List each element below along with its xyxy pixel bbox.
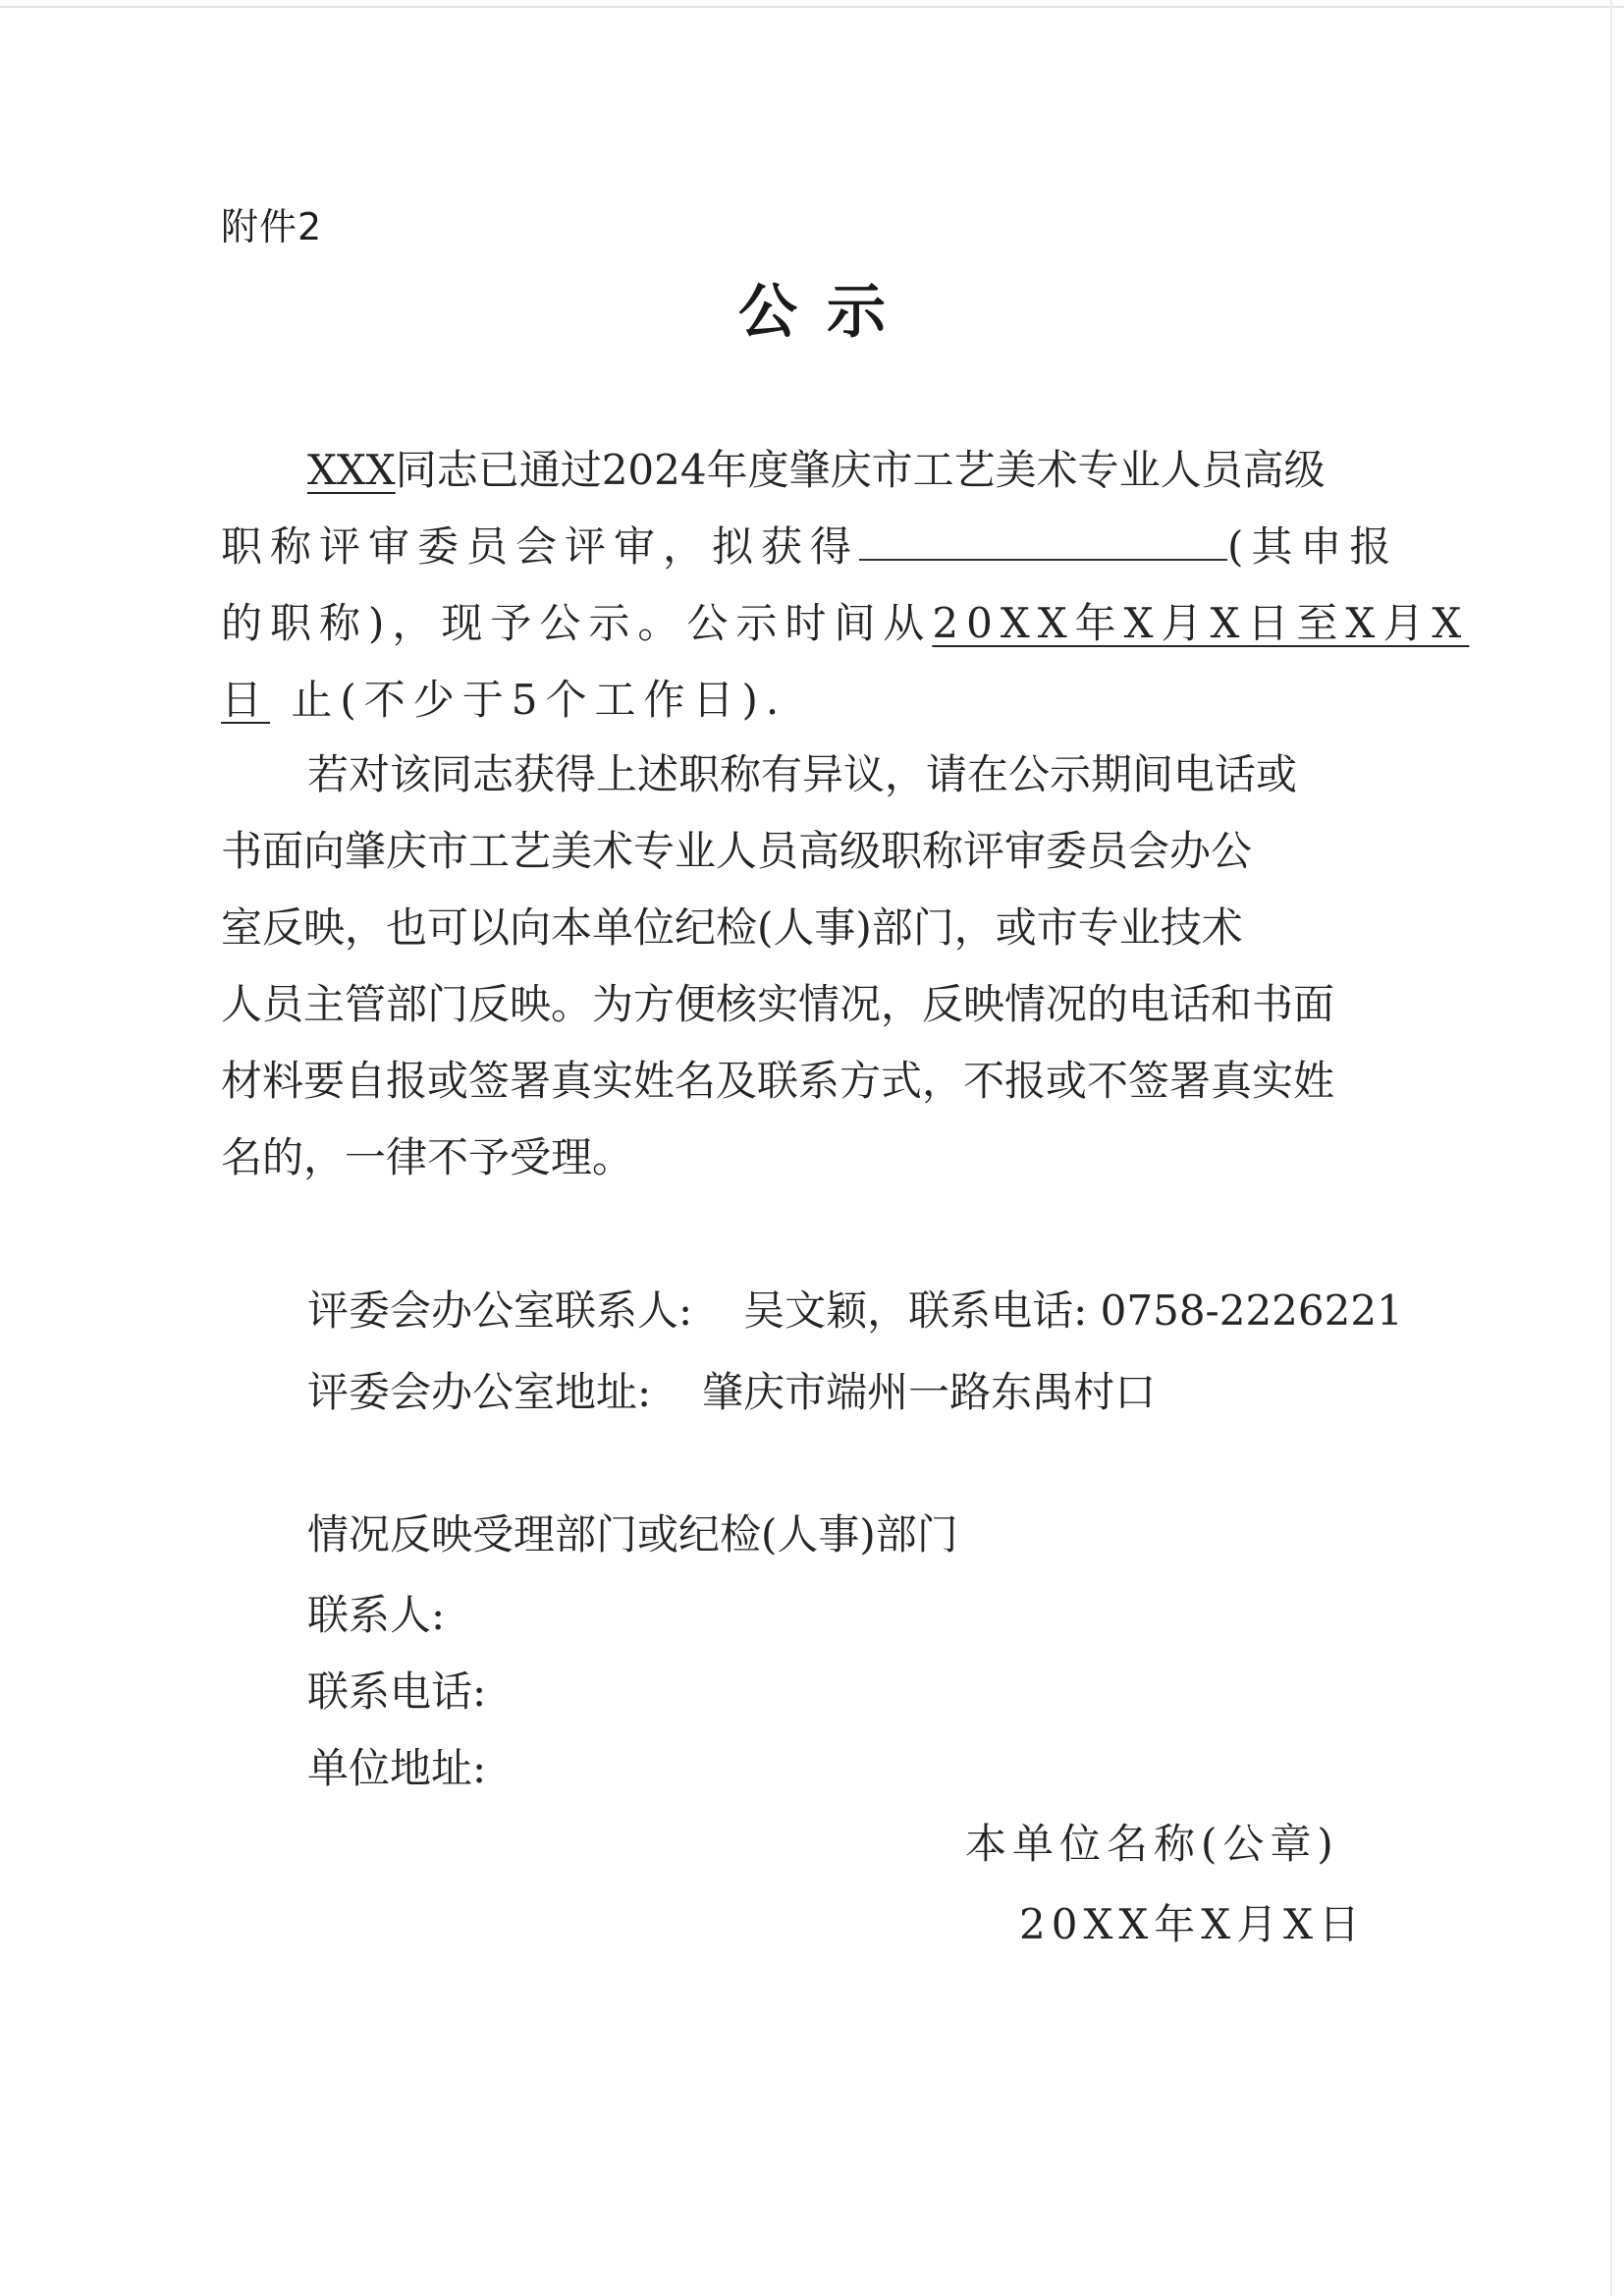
department-address-label: 单位地址: bbox=[307, 1744, 487, 1792]
committee-address-label: 评委会办公室地址: bbox=[307, 1368, 652, 1416]
candidate-name: XXX bbox=[307, 446, 396, 494]
para1-line3 bbox=[221, 585, 1470, 662]
organization-seal-label: 本单位名称(公章) bbox=[965, 1820, 1339, 1868]
committee-contact-label: 评委会办公室联系人: bbox=[307, 1286, 693, 1335]
committee-address-value: 肇庆市端州一路东禺村口 bbox=[702, 1368, 1157, 1416]
para2-line: 若对该同志获得上述职称有异议，请在公示期间电话或 bbox=[307, 750, 1298, 798]
para2-line: 人员主管部门反映。为方便核实情况，反映情况的电话和书面 bbox=[221, 980, 1335, 1028]
committee-contact-row bbox=[307, 1279, 1403, 1338]
para1-line2-end: (其申报 bbox=[1227, 522, 1399, 571]
para2-line: 书面向肇庆市工艺美术专业人员高级职称评审委员会办公 bbox=[221, 827, 1253, 875]
committee-address-row bbox=[307, 1360, 1156, 1419]
department-heading: 情况反映受理部门或纪检(人事)部门 bbox=[307, 1510, 958, 1558]
scan-edge-top bbox=[0, 6, 1624, 8]
announcement-paragraph bbox=[221, 432, 1470, 738]
para1-line1-text: 同志已通过2024年度肇庆市工艺美术专业人员高级 bbox=[395, 446, 1326, 494]
department-person-label: 联系人: bbox=[307, 1591, 446, 1639]
page-title: 公示 bbox=[738, 278, 915, 347]
publicity-period-date: 20XX年X月X日至X月X bbox=[932, 599, 1470, 647]
committee-contact-value: 吴文颖，联系电话: 0758-2226221 bbox=[743, 1286, 1403, 1335]
signature-date: 20XX年X月X日 bbox=[1019, 1900, 1367, 1948]
para1-line4-text: 止(不少于5个工作日). bbox=[291, 676, 787, 724]
para1-line1 bbox=[221, 432, 1360, 509]
para2-line: 室反映，也可以向本单位纪检(人事)部门，或市专业技术 bbox=[221, 903, 1243, 952]
para1-line3-text: 的职称)，现予公示。公示时间从 bbox=[221, 599, 933, 647]
para2-line: 材料要自报或签署真实姓名及联系方式，不报或不签署真实姓 bbox=[221, 1057, 1335, 1105]
objection-paragraph bbox=[221, 737, 1360, 1196]
para1-line2-text: 职称评审委员会评审，拟获得 bbox=[221, 522, 860, 571]
publicity-period-end: 日 bbox=[221, 676, 271, 724]
para1-line2 bbox=[221, 509, 1399, 585]
department-phone-label: 联系电话: bbox=[307, 1667, 487, 1716]
title-blank-field bbox=[859, 519, 1227, 561]
para2-line: 名的，一律不予受理。 bbox=[221, 1133, 634, 1181]
para1-line4 bbox=[221, 662, 1360, 738]
attachment-label: 附件2 bbox=[221, 205, 323, 248]
